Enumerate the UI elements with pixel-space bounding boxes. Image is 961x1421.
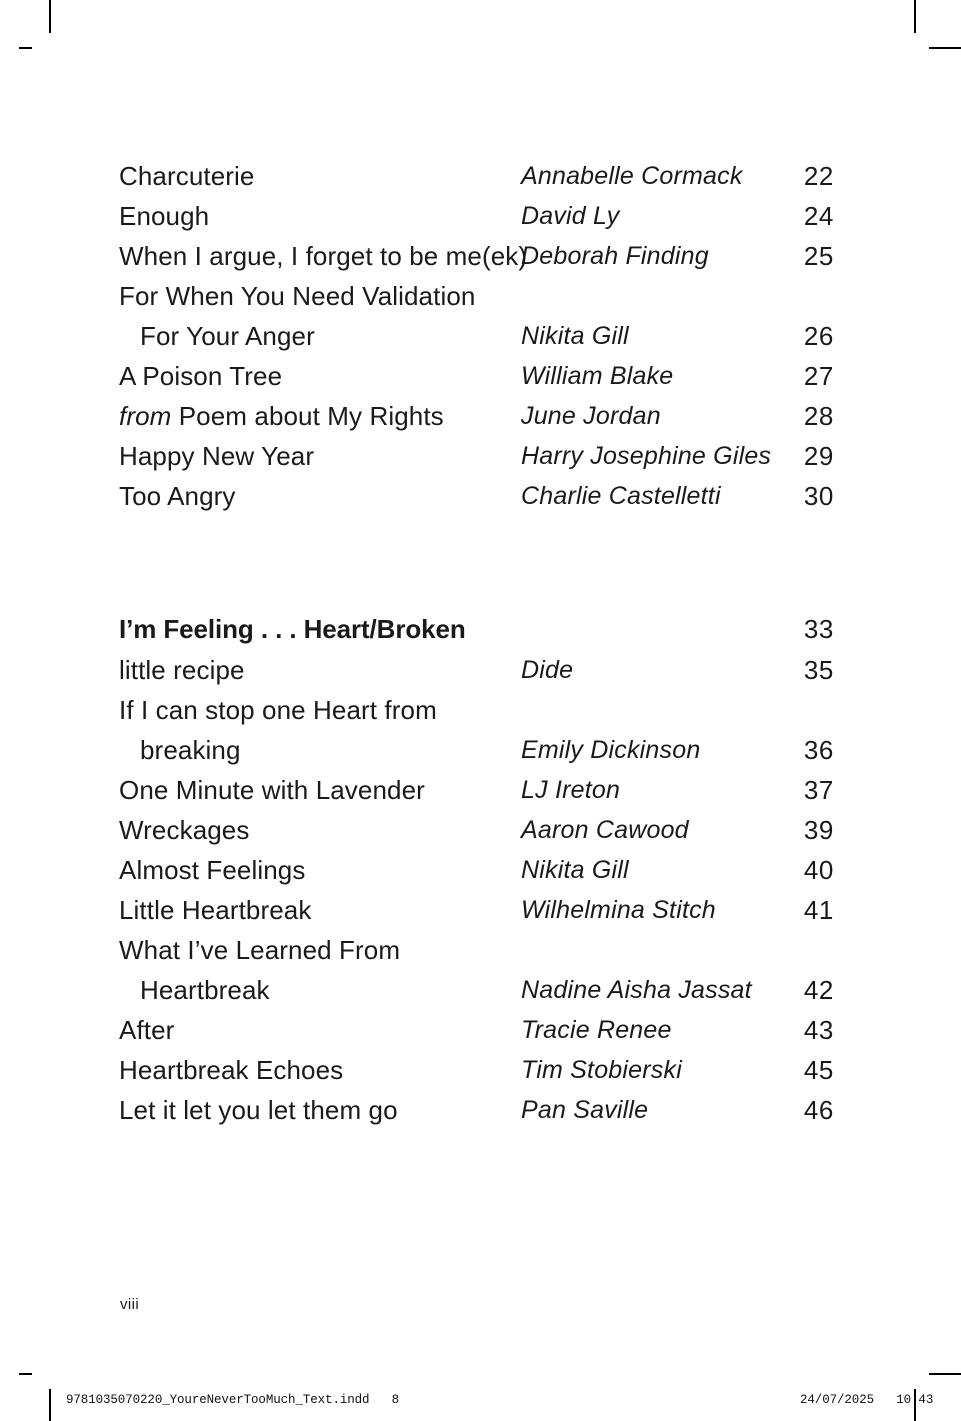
toc-entry-row[interactable] (119, 156, 834, 196)
toc-entry-author: Deborah Finding (521, 242, 709, 270)
toc-entry-page-number: 37 (803, 775, 834, 805)
toc-entry-page-number: 40 (803, 855, 834, 885)
toc-entry-row[interactable] (119, 1050, 834, 1090)
toc-entry-title: What I’ve Learned From (119, 935, 401, 965)
toc-entry-row[interactable] (119, 396, 834, 436)
toc-entry-author: June Jordan (521, 402, 661, 430)
toc-entry-row-continued[interactable] (119, 316, 834, 356)
toc-entry-page-number: 28 (803, 401, 834, 431)
crop-mark-bottom-left-vertical (49, 1389, 51, 1421)
toc-entry-author: Annabelle Cormack (521, 162, 743, 190)
folio-page-number: viii (120, 1296, 140, 1313)
toc-entry-author: Dide (521, 656, 574, 684)
toc-entry-page-number: 41 (803, 895, 834, 925)
toc-entry-author: Pan Saville (521, 1096, 649, 1124)
toc-entry-author: Nadine Aisha Jassat (521, 976, 752, 1004)
toc-entry-page-number: 27 (803, 361, 834, 391)
toc-entry-title: One Minute with Lavender (119, 775, 425, 805)
section-heading-page-number: 33 (803, 614, 834, 644)
section-heading-label: I’m Feeling . . . Heart/Broken (119, 614, 466, 644)
imprint-filename: 9781035070220_YoureNeverTooMuch_Text.indd 8 (66, 1393, 400, 1407)
toc-entry-page-number: 45 (803, 1055, 834, 1085)
toc-entry-row[interactable] (119, 1090, 834, 1130)
toc-entry-row[interactable] (119, 890, 834, 930)
table-of-contents (119, 156, 834, 1130)
toc-entry-row[interactable] (119, 810, 834, 850)
toc-entry-title: For When You Need Validation (119, 281, 476, 311)
toc-entry-title: Too Angry (119, 481, 236, 511)
toc-entry-row[interactable] (119, 770, 834, 810)
toc-entry-author: Emily Dickinson (521, 736, 701, 764)
toc-entry-title-italic-prefix: from (119, 401, 172, 431)
toc-entry-title-continuation: For Your Anger (140, 321, 315, 351)
toc-entry-row[interactable] (119, 850, 834, 890)
toc-entry-page-number: 29 (803, 441, 834, 471)
toc-entry-page-number: 36 (803, 735, 834, 765)
toc-entry-row[interactable] (119, 436, 834, 476)
toc-entry-row[interactable] (119, 476, 834, 516)
toc-entry-title: Let it let you let them go (119, 1095, 398, 1125)
crop-mark-top-left-horizontal (19, 47, 32, 49)
toc-entry-author: Harry Josephine Giles (521, 442, 772, 470)
toc-entry-page-number: 30 (803, 481, 834, 511)
toc-entry-page-number: 46 (803, 1095, 834, 1125)
toc-entry-page-number: 39 (803, 815, 834, 845)
toc-entry-page-number: 22 (803, 161, 834, 191)
toc-entry-page-number: 24 (803, 201, 834, 231)
crop-mark-top-left-vertical (49, 0, 51, 33)
toc-entry-author: David Ly (521, 202, 620, 230)
toc-entry-row[interactable] (119, 1010, 834, 1050)
toc-entry-author: Nikita Gill (521, 322, 629, 350)
imprint-timestamp: 24/07/2025 10:43 (800, 1393, 934, 1407)
toc-entry-title: Happy New Year (119, 441, 315, 471)
toc-entry-author: Charlie Castelletti (521, 482, 721, 510)
toc-entry-page-number: 25 (803, 241, 834, 271)
toc-entry-author: Tracie Renee (521, 1016, 672, 1044)
toc-entry-title: When I argue, I forget to be me(ek) (119, 241, 528, 271)
crop-mark-top-right-vertical (914, 0, 916, 33)
toc-entry-title (119, 396, 444, 436)
toc-entry-author: Tim Stobierski (521, 1056, 682, 1084)
toc-entry-title-continuation: Heartbreak (140, 975, 270, 1005)
toc-entry-row-continued[interactable] (119, 730, 834, 770)
crop-mark-bottom-left-horizontal (19, 1373, 32, 1375)
toc-entry-page-number: 26 (803, 321, 834, 351)
toc-entry-title: Charcuterie (119, 161, 255, 191)
toc-entry-title: A Poison Tree (119, 361, 283, 391)
toc-entry-title: Enough (119, 201, 210, 231)
toc-entry-title: Wreckages (119, 815, 250, 845)
toc-entry-title: Almost Feelings (119, 855, 306, 885)
toc-entry-title: Little Heartbreak (119, 895, 312, 925)
toc-section-heading-row[interactable] (119, 608, 834, 650)
toc-entry-author: Nikita Gill (521, 856, 629, 884)
toc-entry-title: After (119, 1015, 175, 1045)
toc-entry-title: If I can stop one Heart from (119, 695, 437, 725)
toc-entry-row-continued[interactable] (119, 970, 834, 1010)
toc-entry-title-continuation: breaking (140, 735, 241, 765)
toc-entry-row[interactable] (119, 276, 834, 316)
toc-entry-row[interactable] (119, 930, 834, 970)
toc-entry-author: Wilhelmina Stitch (521, 896, 716, 924)
toc-entry-title: little recipe (119, 655, 245, 685)
toc-entry-page-number: 35 (803, 655, 834, 685)
toc-entry-row[interactable] (119, 356, 834, 396)
crop-mark-top-right-horizontal (929, 47, 961, 49)
toc-entry-title: Heartbreak Echoes (119, 1055, 344, 1085)
toc-entry-title-text: Poem about My Rights (178, 401, 444, 431)
toc-entry-author: LJ Ireton (521, 776, 621, 804)
toc-entry-author: Aaron Cawood (521, 816, 689, 844)
toc-entry-row[interactable] (119, 236, 834, 276)
crop-mark-bottom-right-horizontal (929, 1373, 961, 1375)
toc-entry-row[interactable] (119, 196, 834, 236)
toc-section-block (119, 650, 834, 1130)
toc-entry-author: William Blake (521, 362, 674, 390)
toc-entry-page-number: 42 (803, 975, 834, 1005)
section-spacer (119, 516, 834, 608)
toc-entry-page-number: 43 (803, 1015, 834, 1045)
toc-continued-block (119, 156, 834, 516)
toc-entry-row[interactable] (119, 690, 834, 730)
toc-entry-row[interactable] (119, 650, 834, 690)
